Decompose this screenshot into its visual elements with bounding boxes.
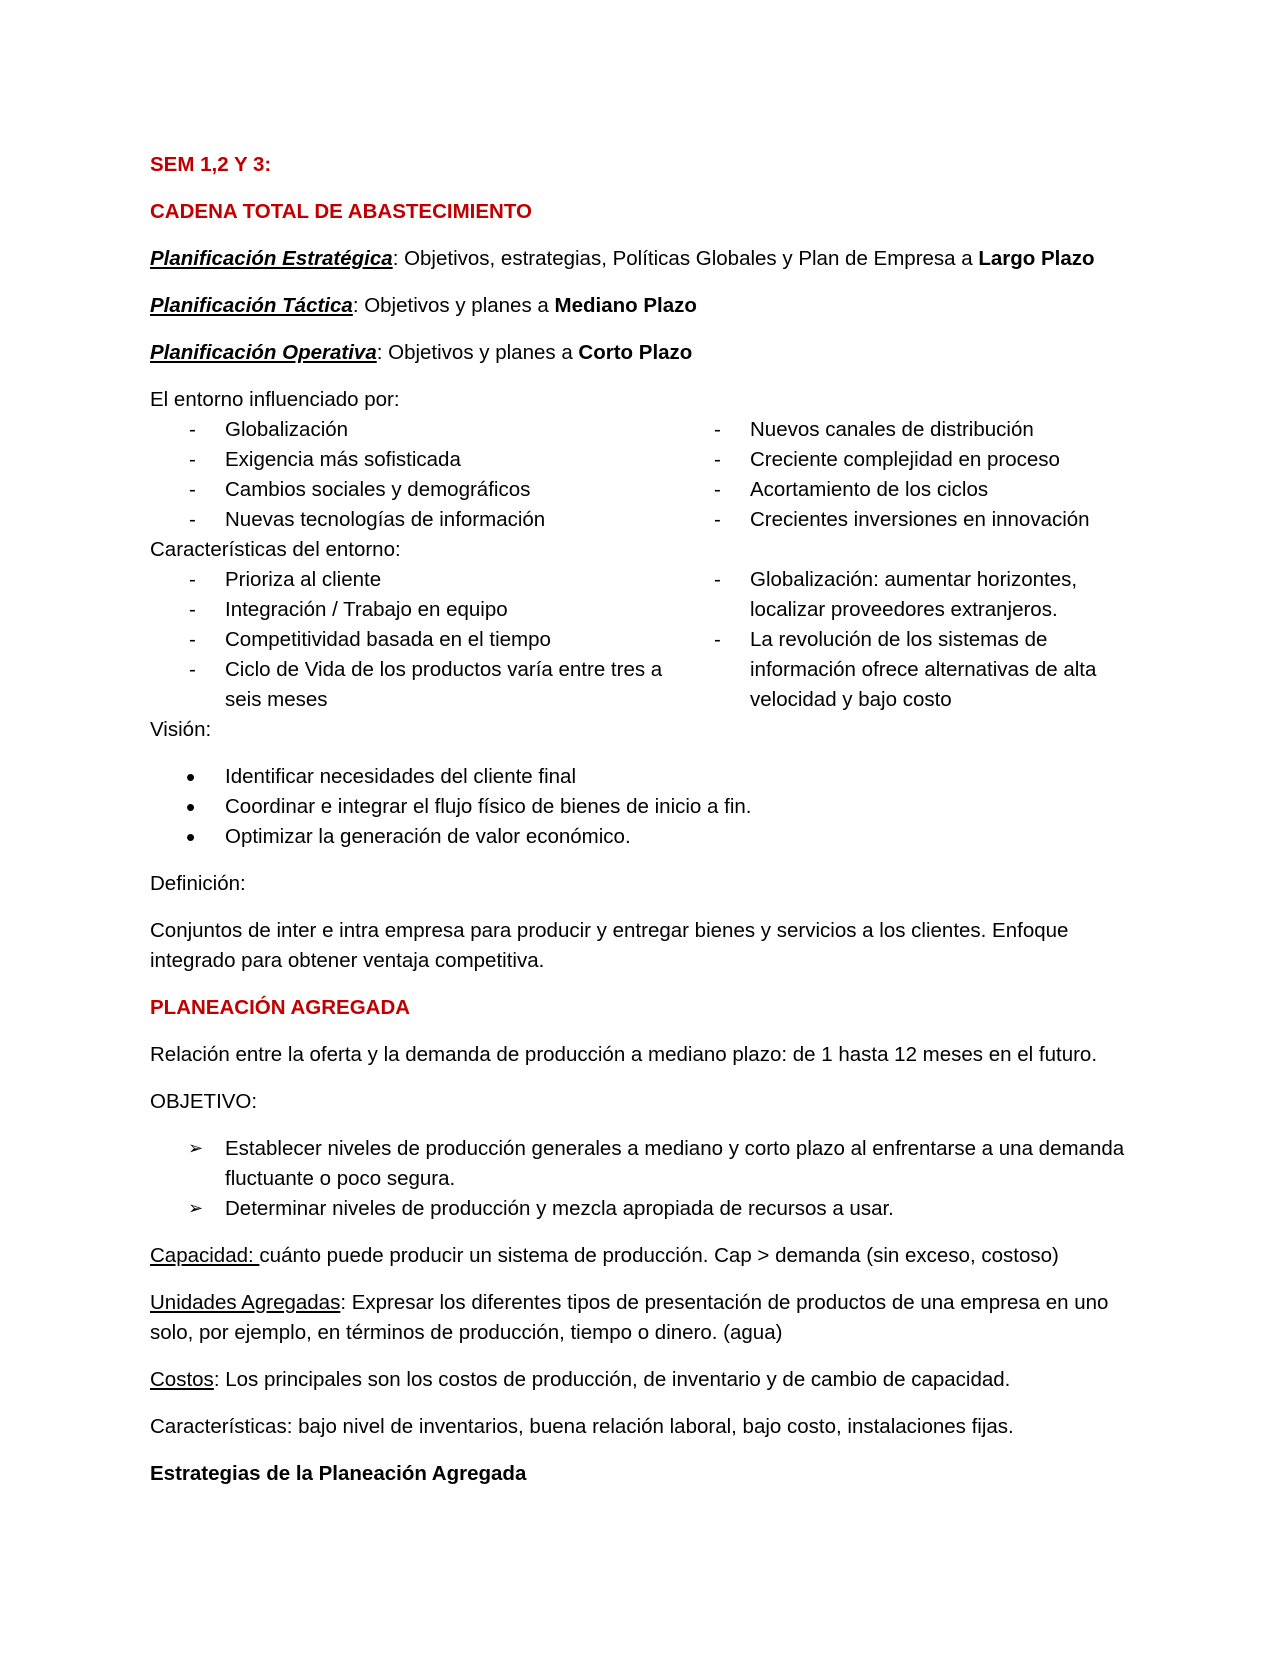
estrategias-heading: Estrategias de la Planeación Agregada xyxy=(150,1462,527,1485)
list-item: ➢ Determinar niveles de producción y mezcla apropiada de recursos a usar. xyxy=(150,1194,1135,1224)
objetivo-list xyxy=(150,1134,1135,1224)
objetivo-label: OBJETIVO: xyxy=(150,1090,258,1113)
capacidad-term: Capacidad: xyxy=(150,1244,260,1267)
entorno-left-list xyxy=(150,415,675,535)
costos-paragraph xyxy=(150,1365,1135,1395)
unidades-paragraph xyxy=(150,1288,1135,1348)
plan-estrategica-text: : Objetivos, estrategias, Políticas Globales y Plan de Empresa a xyxy=(392,247,979,270)
list-item: - Creciente complejidad en proceso xyxy=(675,445,1135,475)
list-item: - Exigencia más sofisticada xyxy=(150,445,675,475)
list-item: - Competitividad basada en el tiempo xyxy=(150,625,675,655)
costos-term: Costos xyxy=(150,1368,214,1391)
plan-operativa-text: : Objetivos y planes a xyxy=(376,341,579,364)
capacidad-paragraph xyxy=(150,1241,1135,1271)
entorno-columns xyxy=(150,415,1135,535)
entorno-label: El entorno influenciado por: xyxy=(150,388,400,411)
planeacion-heading: PLANEACIÓN AGREGADA xyxy=(150,996,411,1019)
plan-operativa-bold: Corto Plazo xyxy=(578,341,693,364)
definicion-label: Definición: xyxy=(150,872,246,895)
list-item: - Ciclo de Vida de los productos varía entre tres a seis meses xyxy=(150,655,675,715)
list-item: • Identificar necesidades del cliente final xyxy=(150,762,1135,792)
plan-tactica-text: : Objetivos y planes a xyxy=(352,294,555,317)
list-item: - La revolución de los sistemas de información ofrece alternativas de alta velocidad y bajo costo xyxy=(675,625,1135,715)
caract-right-list xyxy=(675,565,1135,715)
cadena-heading: CADENA TOTAL DE ABASTECIMIENTO xyxy=(150,200,532,223)
list-item: ➢ Establecer niveles de producción generales a mediano y corto plazo al enfrentarse a una demanda fluctuante o poco segura. xyxy=(150,1134,1135,1194)
entorno-right-list xyxy=(675,415,1135,535)
plan-tactica-term: Planificación Táctica xyxy=(150,294,353,317)
list-item: - Integración / Trabajo en equipo xyxy=(150,595,675,625)
plan-operativa-term: Planificación Operativa xyxy=(150,341,377,364)
list-item: • Optimizar la generación de valor económico. xyxy=(150,822,1135,852)
caract-right-column xyxy=(675,565,1135,715)
list-item: • Coordinar e integrar el flujo físico de bienes de inicio a fin. xyxy=(150,792,1135,822)
list-item: - Nuevos canales de distribución xyxy=(675,415,1135,445)
list-item: - Acortamiento de los ciclos xyxy=(675,475,1135,505)
list-item: - Nuevas tecnologías de información xyxy=(150,505,675,535)
caract-label: Características del entorno: xyxy=(150,538,401,561)
document-page xyxy=(150,150,1135,1506)
costos-text: : Los principales son los costos de producción, de inventario y de cambio de capacidad. xyxy=(213,1368,1011,1391)
caract-left-list xyxy=(150,565,675,715)
unidades-text: : Expresar los diferentes tipos de presentación de productos de una empresa en uno solo, por ejemplo, en términos de producción, tiempo o dinero. (agua) xyxy=(150,1291,1109,1344)
vision-list xyxy=(150,762,1135,852)
plan-tactica-bold: Mediano Plazo xyxy=(554,294,697,317)
caracteristicas-paragraph: Características: bajo nivel de inventarios, buena relación laboral, bajo costo, instalaciones fijas. xyxy=(150,1415,1014,1438)
plan-tactica-paragraph xyxy=(150,291,1135,321)
list-item: - Cambios sociales y demográficos xyxy=(150,475,675,505)
planeacion-text: Relación entre la oferta y la demanda de producción a mediano plazo: de 1 hasta 12 meses en el futuro. xyxy=(150,1043,1098,1066)
plan-operativa-paragraph xyxy=(150,338,1135,368)
caract-left-column xyxy=(150,565,675,715)
plan-estrategica-paragraph xyxy=(150,244,1135,274)
list-item: - Crecientes inversiones en innovación xyxy=(675,505,1135,535)
capacidad-text: cuánto puede producir un sistema de producción. Cap > demanda (sin exceso, costoso) xyxy=(259,1244,1059,1267)
definicion-text: Conjuntos de inter e intra empresa para producir y entregar bienes y servicios a los clientes. Enfoque integrado para obtener ventaja competitiva. xyxy=(150,919,1069,972)
caract-columns xyxy=(150,565,1135,715)
plan-estrategica-term: Planificación Estratégica xyxy=(150,247,393,270)
sem-heading: SEM 1,2 Y 3: xyxy=(150,153,272,176)
unidades-term: Unidades Agregadas xyxy=(150,1291,341,1314)
entorno-right-column xyxy=(675,415,1135,535)
list-item: - Globalización: aumentar horizontes, localizar proveedores extranjeros. xyxy=(675,565,1135,625)
plan-estrategica-bold: Largo Plazo xyxy=(978,247,1095,270)
list-item: - Prioriza al cliente xyxy=(150,565,675,595)
entorno-left-column xyxy=(150,415,675,535)
vision-label: Visión: xyxy=(150,718,212,741)
list-item: - Globalización xyxy=(150,415,675,445)
